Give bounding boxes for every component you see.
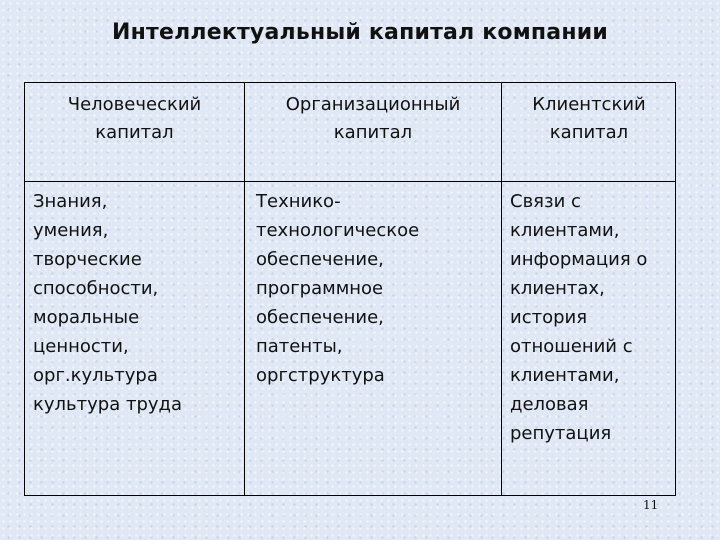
header-client-capital: Клиентский капитал [532,94,646,143]
header-divider [25,181,675,182]
slide-title: Интеллектуальный капитал компании [112,20,608,45]
header-organizational-capital: Организационный капитал [285,94,461,143]
cell-client-capital: Связи с клиентами, информация о клиентах, история отношений с клиентами, деловая репутация [510,191,648,444]
cell-human-capital: Знания, умения, творческие способности, моральные ценности, орг.культура культура труда [33,191,182,415]
header-human-capital: Человеческий капитал [67,94,202,143]
capital-table [24,82,676,496]
cell-organizational-capital: Технико- технологическое обеспечение, программное обеспечение, патенты, оргструктура [256,191,420,386]
page-number: 11 [643,498,659,512]
